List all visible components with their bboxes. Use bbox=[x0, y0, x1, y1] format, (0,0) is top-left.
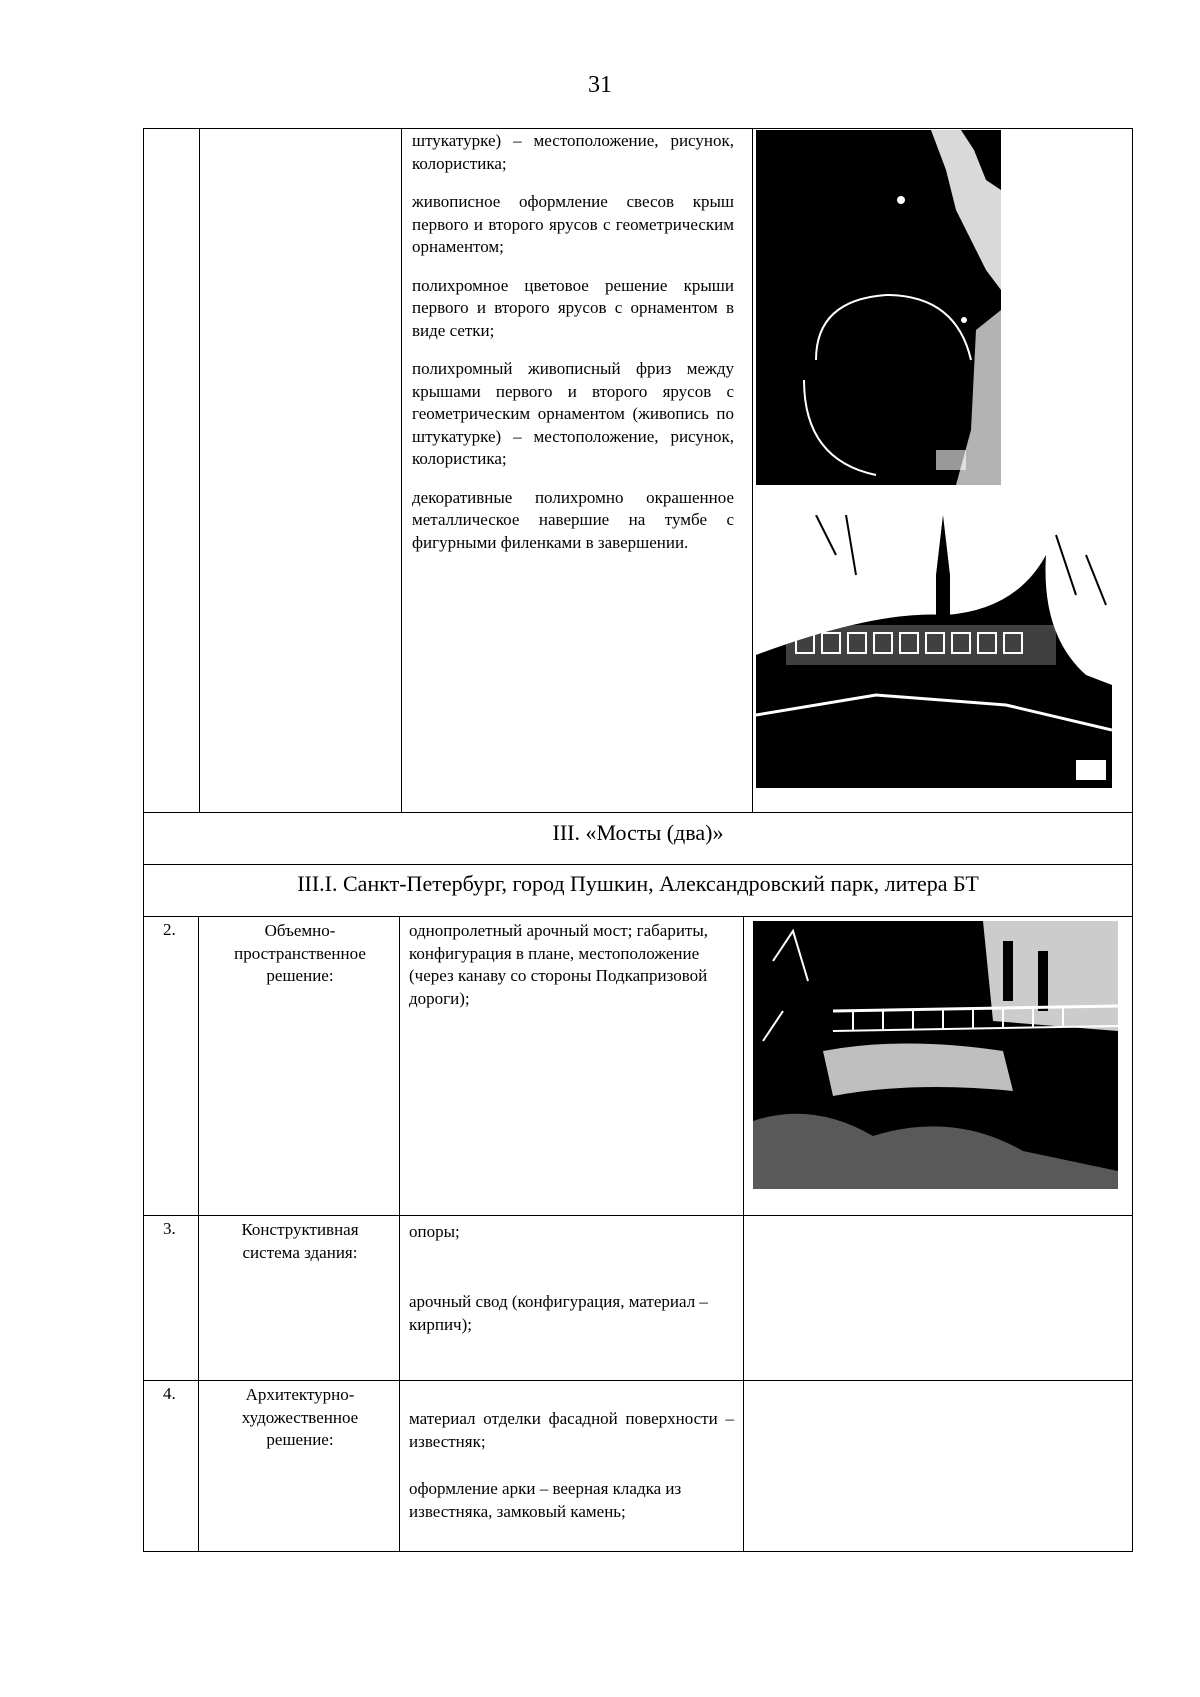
row-2-number-cell bbox=[143, 916, 199, 1216]
top-row-name-cell bbox=[199, 128, 402, 813]
row-3-photo-cell bbox=[743, 1215, 1133, 1381]
row-item: однопролетный арочный мост; габариты, конфигурация в плане, местоположение (через канаву со стороны Подкапризовой дороги); bbox=[409, 921, 709, 1008]
page-number: 31 bbox=[588, 72, 612, 98]
row-name: Архитектурно-художественное решение: bbox=[241, 1385, 359, 1449]
row-item: арочный свод (конфигурация, материал – кирпич); bbox=[409, 1292, 708, 1334]
row-item: опоры; bbox=[409, 1222, 460, 1241]
row-3-number-cell bbox=[143, 1215, 199, 1381]
description-paragraph: штукатурке) – местоположение, рисунок, колористика; bbox=[412, 131, 734, 173]
pavilion-roof-photo bbox=[756, 515, 1112, 788]
row-4-number-cell bbox=[143, 1380, 199, 1552]
row-name: Объемно-пространственное решение: bbox=[234, 921, 366, 985]
row-4-photo-cell bbox=[743, 1380, 1133, 1552]
row-name: Конструктивная система здания: bbox=[241, 1220, 359, 1262]
description-paragraph: полихромное цветовое решение крыши первого и второго ярусов с орнаментом в виде сетки; bbox=[412, 275, 734, 340]
section-title: III. «Мосты (два)» bbox=[552, 820, 724, 845]
description-paragraph: полихромный живописный фриз между крышами первого и второго ярусов с геометрическим орнаментом (живопись по штукатурке) – местоположение, рисунок, колористика; bbox=[412, 359, 734, 468]
top-row-number-cell bbox=[143, 128, 200, 813]
row-item: материал отделки фасадной поверхности – известняк; bbox=[409, 1409, 734, 1451]
description-paragraph: декоративные полихромно окрашенное металлическое навершие на тумбе с фигурными филенками в завершении. bbox=[412, 487, 734, 552]
pavilion-roof-detail-photo bbox=[756, 130, 1001, 485]
description-paragraph: живописное оформление свесов крыш первого и второго ярусов с геометрическим орнаментом; bbox=[412, 192, 734, 256]
top-row-description bbox=[412, 130, 734, 570]
row-number: 2. bbox=[163, 920, 176, 939]
section-subtitle: III.I. Санкт-Петербург, город Пушкин, Александровский парк, литера БТ bbox=[297, 871, 979, 896]
bridge-photo bbox=[753, 921, 1118, 1189]
row-4-text-cell bbox=[399, 1380, 744, 1552]
row-number: 4. bbox=[163, 1384, 176, 1403]
row-number: 3. bbox=[163, 1219, 176, 1238]
row-item: оформление арки – веерная кладка из известняка, замковый камень; bbox=[409, 1479, 682, 1521]
